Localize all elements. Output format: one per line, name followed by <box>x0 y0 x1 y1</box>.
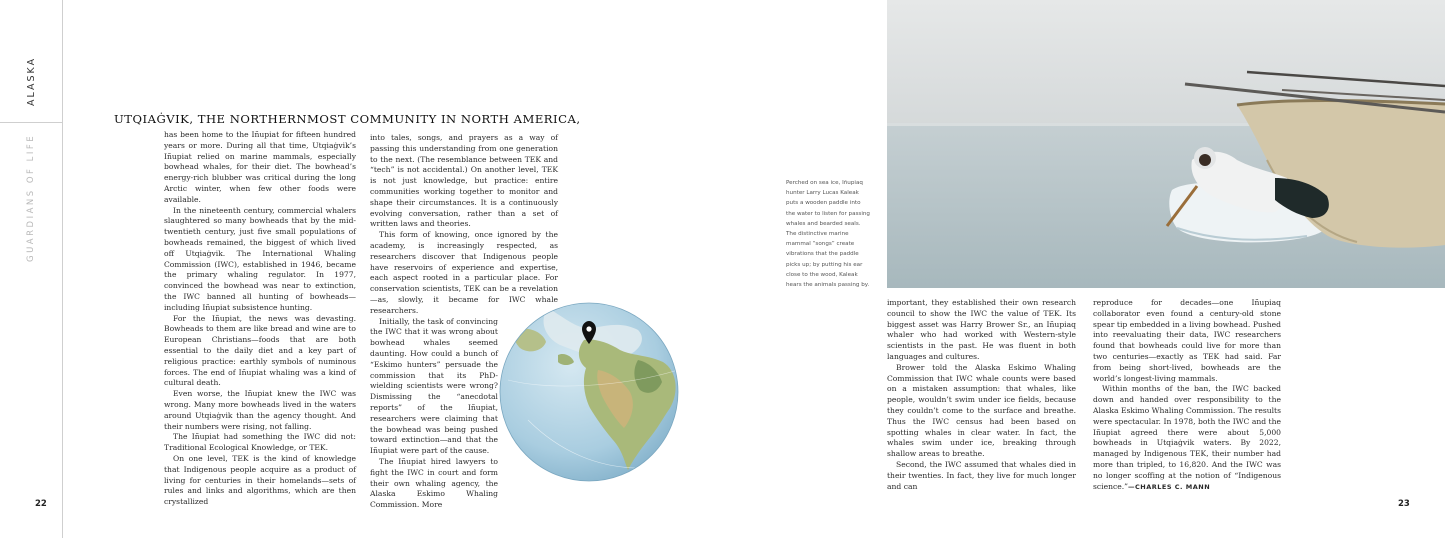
page-number-right: 23 <box>1398 499 1410 509</box>
globe-illustration <box>498 300 680 488</box>
paragraph: On one level, TEK is the kind of knowledge that Indigenous people acquire as a product of living for centuries in their homelands—sets of rules and links and algorithms, which are then crystallized <box>164 453 356 507</box>
author-byline: —CHARLES C. MANN <box>1128 482 1211 491</box>
photo-caption: Perched on sea ice, Iñupiaq hunter Larry Lucas Kaleak puts a wooden paddle into the water to listen for passing whales and bearded seals. The distinctive marine mammal “songs” create vibrations that the paddle picks up; by putting his ear close to the wood, Kaleak hears the animals passing by. <box>786 180 870 289</box>
series-label: GUARDIANS OF LIFE <box>26 133 36 262</box>
text-wrap-around-globe <box>370 317 498 511</box>
paragraph: In the nineteenth century, commercial whalers slaughtered so many bowheads that by the mid-twentieth century, just five small populations of bowheads remained, the biggest of which lived off Utqiaġvik. The International Whaling Commission (IWC), established in 1946, became the primary whaling regulator. In 1977, convinced the bowhead was near to extinction, the IWC banned all hunting of bowheads—including Iñupiat subsistence hunting. <box>164 205 356 312</box>
region-label: ALASKA <box>26 56 37 106</box>
text-column-4 <box>1093 298 1281 492</box>
paragraph <box>1093 384 1281 492</box>
paragraph: Second, the IWC assumed that whales died in their twenties. In fact, they live for much longer and can <box>887 459 1076 491</box>
paragraph: The Iñupiat had something the IWC did not: Traditional Ecological Knowledge, or TEK. <box>164 432 356 453</box>
page-sidebar <box>0 0 63 538</box>
page-number-left: 22 <box>35 499 47 509</box>
paragraph-text: Within months of the ban, the IWC backed down and handed over responsibility to the Alaska Eskimo Whaling Commission. The results were spectacular. In 1978, both the IWC and the Iñupiat agreed there were about 5,000 bowheads in Utqiaġvik waters. By 2022, managed by Indigenous TEK, their number had more than tripled, to 16,820. And the IWC was no longer scoffing at the notion of “Indigenous science.” <box>1093 384 1281 491</box>
article-headline: UTQIAĠVIK, THE NORTHERNMOST COMMUNITY IN NORTH AMERICA, <box>114 112 581 126</box>
paragraph: For the Iñupiat, the news was devasting. Bowheads to them are like bread and wine are to European Christians—foods that are both essential to the daily diet and a key part of religious practice: earthly symbols of numinous forces. The end of Iñupiat whaling was a kind of cultural death. <box>164 313 356 388</box>
text-column-3 <box>887 298 1076 492</box>
paragraph: Even worse, the Iñupiat knew the IWC was wrong. Many more bowheads lived in the waters around Utqiaġvik than the agency thought. And their numbers were rising, not falling. <box>164 389 356 431</box>
paragraph: reproduce for decades—one Iñupiaq collaborator even found a century-old stone spear tip embedded in a living bowhead. Pushed into reevaluating their data, IWC researchers found that bowheads could live for more than two centuries—exactly as TEK had said. Far from being short-lived, bowheads are the world’s longest-living mammals. <box>1093 298 1281 383</box>
paragraph: The Iñupiat hired lawyers to fight the IWC in court and form their own whaling agency, the Alaska Eskimo Whaling Commission. More <box>370 456 498 510</box>
sidebar-divider <box>0 122 62 123</box>
paragraph: Brower told the Alaska Eskimo Whaling Commission that IWC whale counts were based on a mistaken assumption: that whales, like people, wouldn’t swim under ice fields, because they couldn’t come to the surface and breathe. Thus the IWC census had been based on spotting whales in clear water. In fact, the whales swim under ice, breaking through shallow areas to breathe. <box>887 362 1076 459</box>
paragraph: Initially, the task of convincing the IWC that it was wrong about bowhead whales seemed daunting. How could a bunch of “Eskimo hunters” persuade the commission that its PhD-wielding scientists were wrong? Dismissing the “anecdotal reports” of the Iñupiat, researchers were claiming that the bowhead was being pushed toward extinction—and that the Iñupiat were part of the cause. <box>370 316 498 456</box>
paragraph: important, they established their own research council to show the IWC the value of TEK. Its biggest asset was Harry Brower Sr., an Iñupiaq whaler who had worked with Western-style scientists in the past. He was fluent in both languages and cultures. <box>887 298 1076 361</box>
paragraph: has been home to the Iñupiat for fifteen hundred years or more. During all that time, Utqiaġvik’s Iñupiat relied on marine mammals, especially bowhead whales, for their diet. The bowhead’s energy-rich blubber was critical during the long Arctic winter, when few other foods were available. <box>164 130 356 204</box>
paragraph: into tales, songs, and prayers as a way of passing this understanding from one generation to the next. (The resemblance between TEK and “tech” is not accidental.) On another level, TEK is not just knowledge, but practice: entire communities working together to monitor and shape their circumstances. It is a continuously evolving conversation, rather than a set of written laws and theories. <box>370 133 558 229</box>
paragraph: This form of knowing, once ignored by the academy, is increasingly respected, as researchers discover that Indigenous people have reservoirs of experience and expertise, each aspect rooted in a particular place. For conservation scientists, TEK can be a revelation—as, slowly, it became for IWC whale researchers. <box>370 230 558 315</box>
photo-hunter-on-sea-ice <box>887 0 1445 288</box>
text-column-1 <box>164 130 356 508</box>
